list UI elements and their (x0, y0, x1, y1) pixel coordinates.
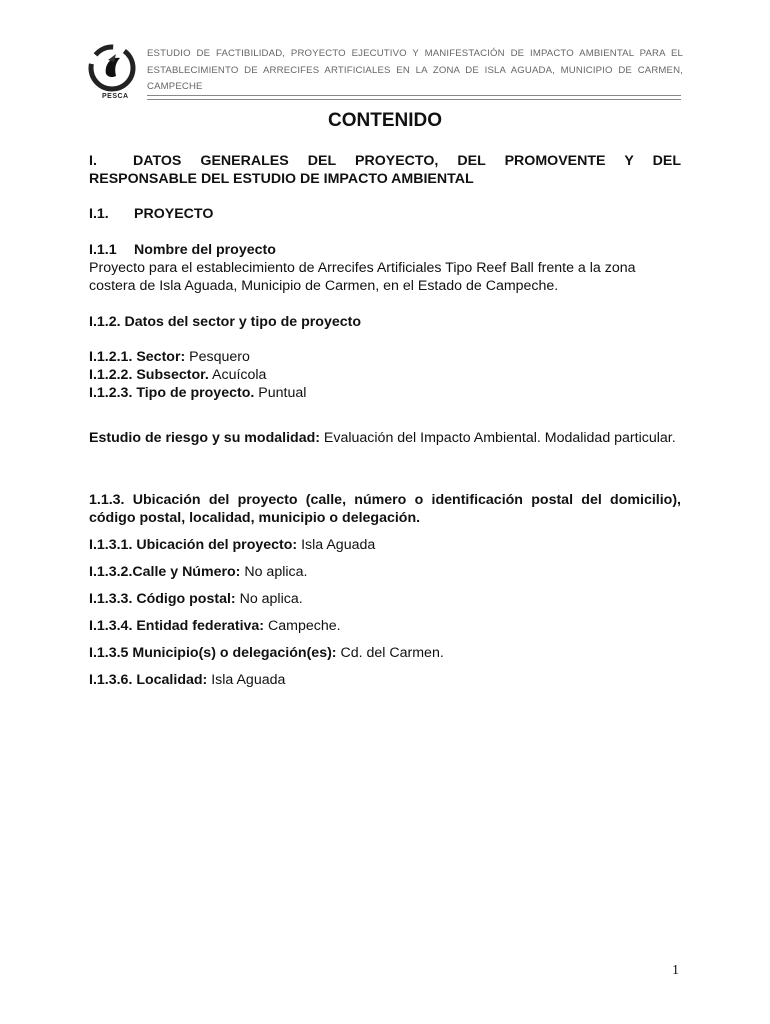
header-divider-secondary (147, 99, 681, 100)
list-item-value: Isla Aguada (297, 537, 376, 553)
list-item (89, 563, 681, 581)
risk-study-value: Evaluación del Impacto Ambiental. Modalidad particular. (319, 430, 676, 446)
section-i11-text: Proyecto para el establecimiento de Arrecifes Artificiales Tipo Reef Ball frente a la zona costera de Isla Aguada, Municipio de Carmen, en el Estado de Campeche. (89, 260, 636, 294)
list-item (89, 644, 681, 662)
list-item (89, 384, 681, 402)
section-i11-label: Nombre del proyecto (134, 242, 276, 258)
header-title: ESTUDIO DE FACTIBILIDAD, PROYECTO EJECUTIVO Y MANIFESTACIÓN DE IMPACTO AMBIENTAL PARA EL ESTABLECIMIENTO DE ARRECIFES ARTIFICIALES EN LA ZONA DE ISLA AGUADA, MUNICIPIO DE CARMEN, CAMPECHE (147, 48, 683, 92)
list-item-value: Pesquero (185, 349, 250, 365)
list-item-value: No aplica. (240, 564, 308, 580)
risk-study-label: Estudio de riesgo y su modalidad: (89, 430, 320, 446)
section-i1-number: I.1. (89, 206, 109, 222)
list-item-label: I.1.3.2.Calle y Número: (89, 564, 241, 580)
list-item (89, 590, 681, 608)
list-item (89, 366, 681, 384)
section-i-line1-text: DATOS GENERALES DEL PROYECTO, DEL PROMOVENTE Y DEL (133, 153, 681, 169)
list-item-value: Campeche. (264, 618, 341, 634)
section-i-line1 (89, 152, 681, 170)
list-item-label: I.1.3.4. Entidad federativa: (89, 618, 265, 634)
section-113-heading: 1.1.3. Ubicación del proyecto (calle, número o identificación postal del domicilio), código postal, localidad, municipio o delegación. (89, 492, 681, 526)
section-i1-heading (89, 205, 681, 223)
list-item-label: I.1.3.5 Municipio(s) o delegación(es): (89, 645, 337, 661)
section-i-heading (89, 152, 681, 188)
page-title-text: CONTENIDO (328, 110, 442, 131)
list-item-label: I.1.2.3. Tipo de proyecto. (89, 385, 255, 401)
list-item-value: Cd. del Carmen. (336, 645, 444, 661)
section-i12-heading: I.1.2. Datos del sector y tipo de proyecto (89, 314, 362, 330)
section-i11 (89, 241, 681, 295)
section-i1-label: PROYECTO (134, 206, 214, 222)
section-i11-heading (89, 241, 681, 259)
list-item (89, 671, 681, 689)
list-item-label: I.1.2.2. Subsector. (89, 367, 209, 383)
sector-list (89, 348, 681, 402)
list-item-value: No aplica. (235, 591, 303, 607)
list-item (89, 348, 681, 366)
list-item-label: I.1.3.6. Localidad: (89, 672, 208, 688)
list-item-label: I.1.3.3. Código postal: (89, 591, 236, 607)
list-item-label: I.1.2.1. Sector: (89, 349, 186, 365)
list-item-label: I.1.3.1. Ubicación del proyecto: (89, 537, 298, 553)
list-item-value: Acuícola (208, 367, 267, 383)
page-title (0, 110, 770, 132)
list-item (89, 617, 681, 635)
section-i-number: I. (89, 153, 97, 169)
logo-label: PESCA (102, 93, 129, 100)
list-item-value: Puntual (254, 385, 307, 401)
page-number: 1 (672, 963, 679, 978)
header-divider (147, 95, 681, 96)
risk-study-paragraph (89, 429, 681, 447)
section-i-line2: RESPONSABLE DEL ESTUDIO DE IMPACTO AMBIENTAL (89, 171, 474, 187)
section-i11-number: I.1.1 (89, 242, 117, 258)
list-item (89, 536, 681, 554)
list-item-value: Isla Aguada (207, 672, 286, 688)
